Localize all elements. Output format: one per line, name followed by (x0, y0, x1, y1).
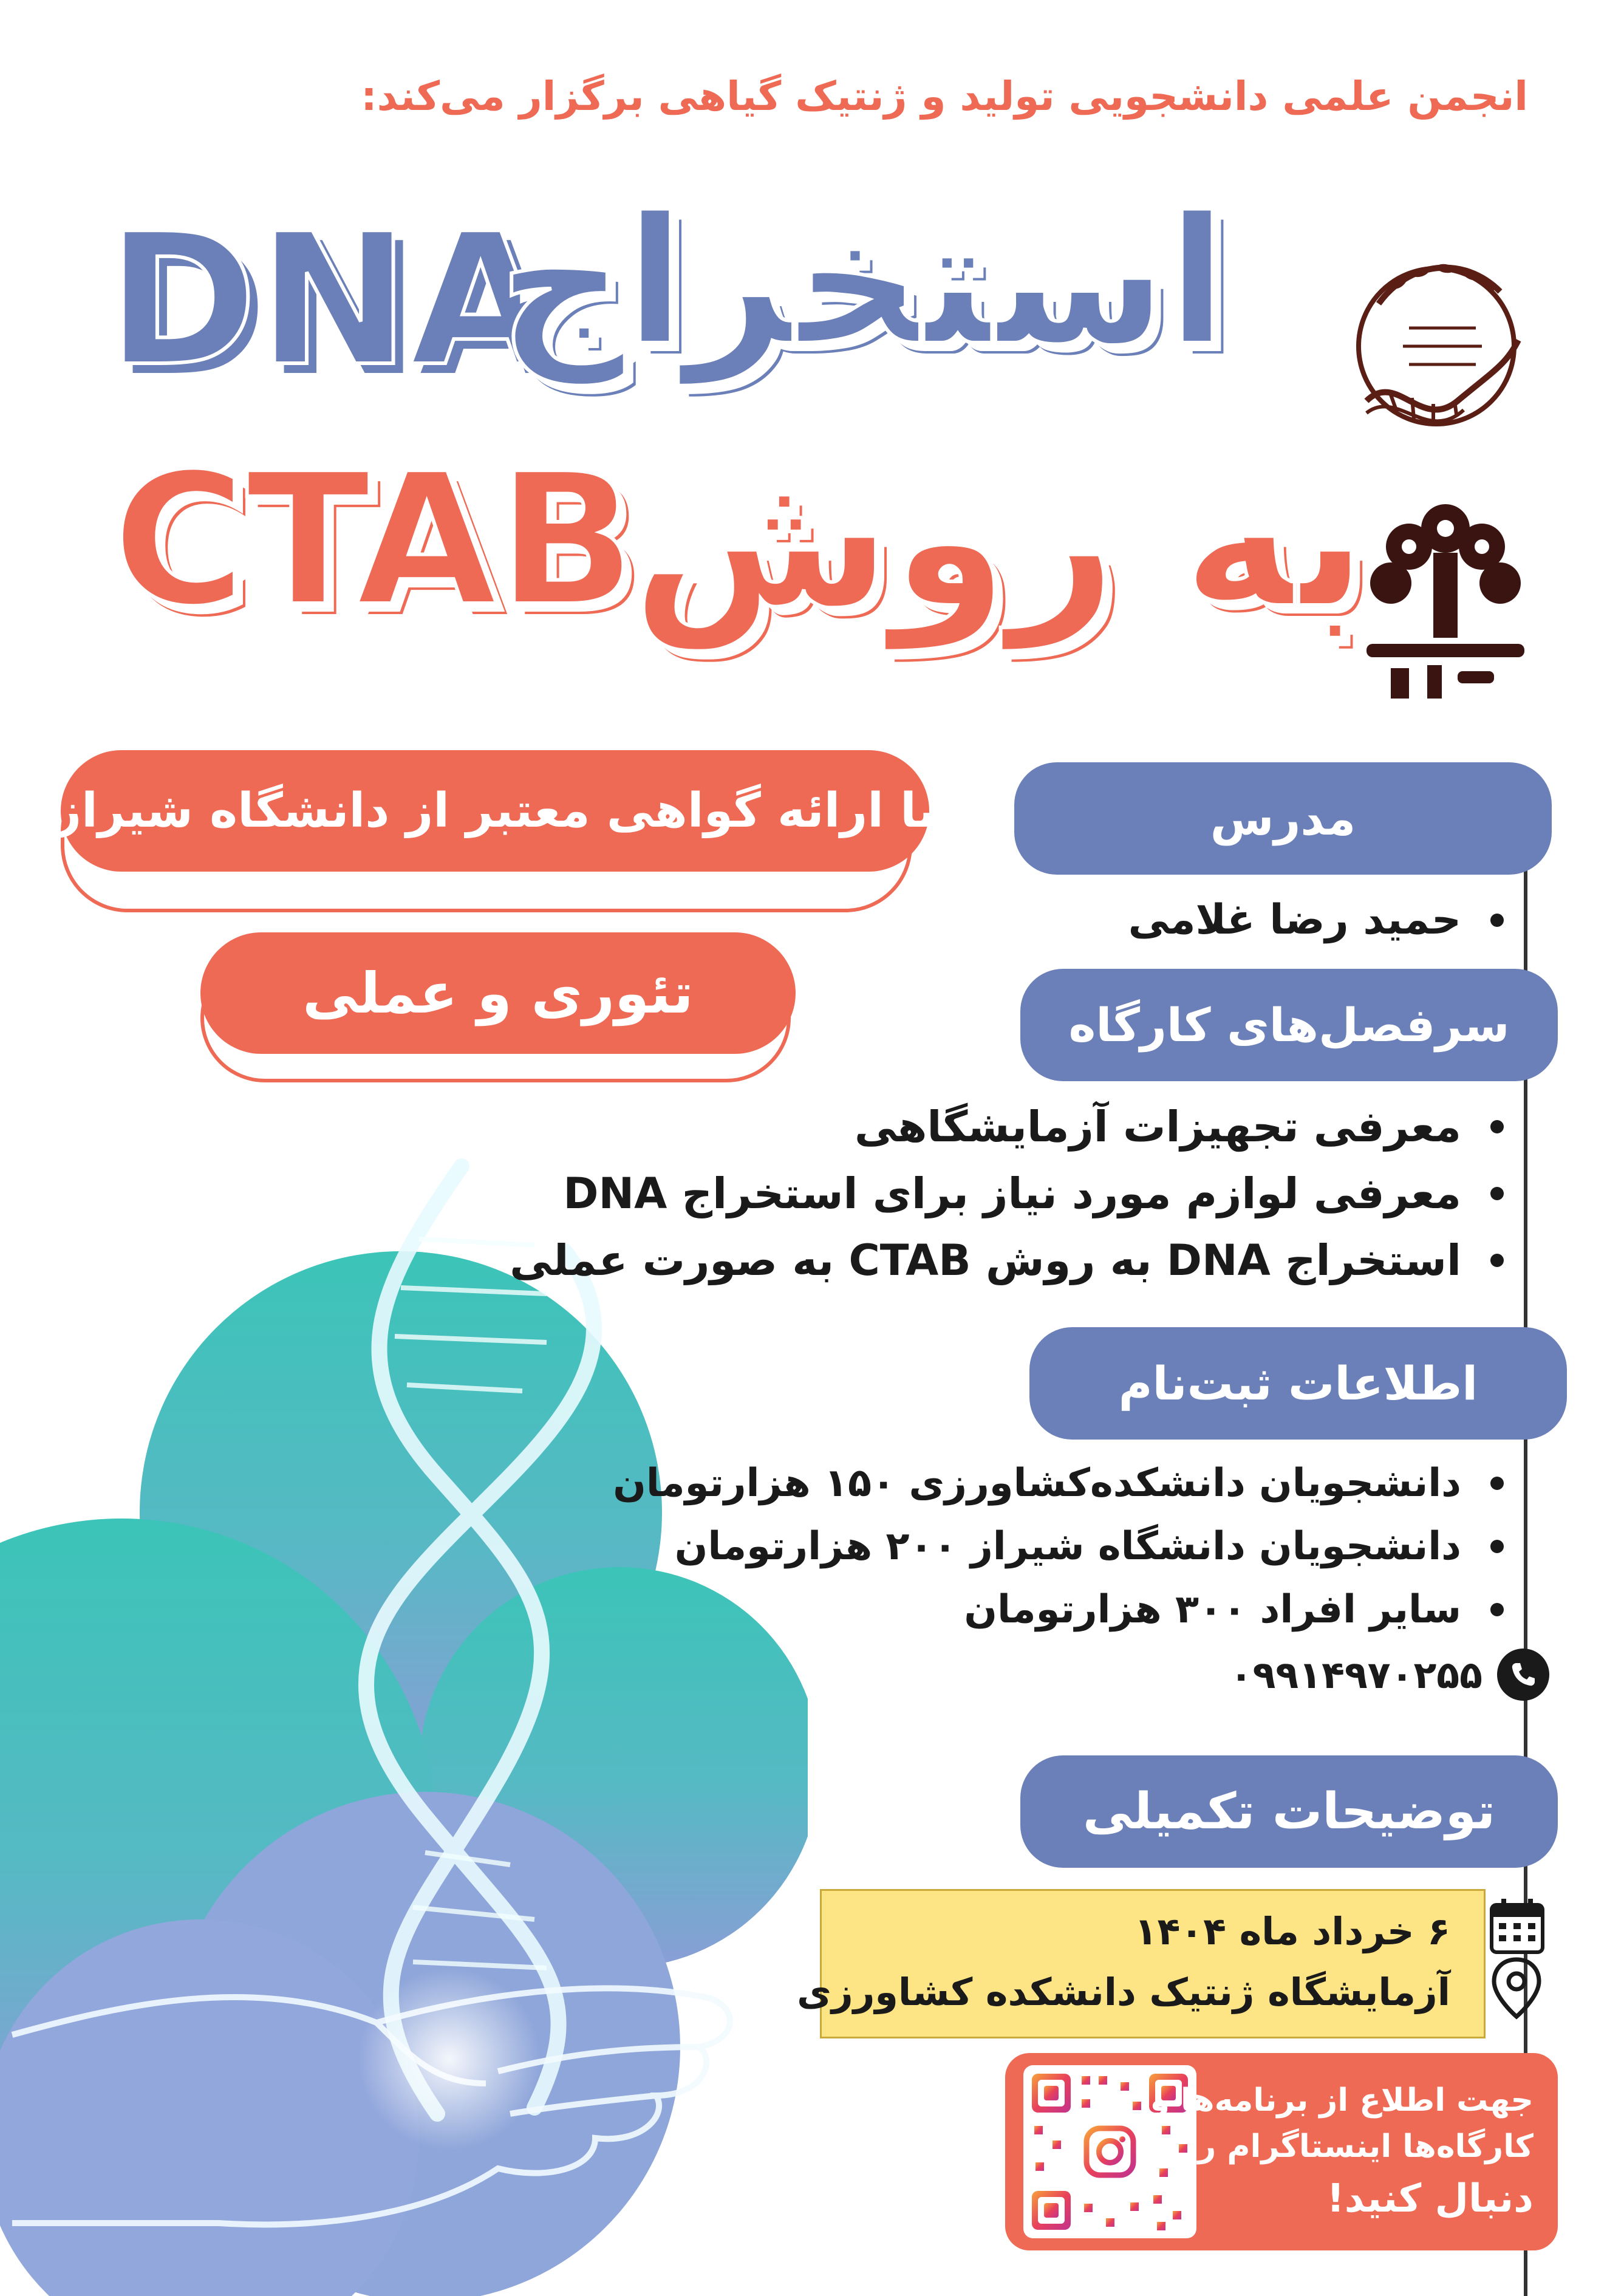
price-text: سایر افراد ۳۰۰ هزارتومان (964, 1587, 1461, 1632)
instagram-line-2: کارگاه‌ها اینستاگرام را (1187, 2128, 1534, 2165)
title-ctab: CTAB (112, 434, 636, 646)
instructor-header: مدرس (1014, 762, 1552, 875)
instagram-follow-text (1150, 2077, 1534, 2228)
theory-practice-pill: تئوری و عملی (200, 932, 796, 1054)
instagram-line-3: دنبال کنید! (1326, 2176, 1534, 2221)
calendar-icon (1487, 1895, 1547, 1956)
list-item (1128, 890, 1504, 951)
extra-info-header: توضیحات تکمیلی (1020, 1755, 1558, 1868)
instructor-name: حمید رضا غلامی (1128, 896, 1461, 944)
list-item (510, 1227, 1504, 1294)
list-item (613, 1452, 1504, 1515)
registration-header: اطلاعات ثبت‌نام (1029, 1327, 1567, 1440)
registration-list (613, 1452, 1504, 1641)
title-dna: DNA (106, 194, 551, 406)
organizer-line: انجمن علمی دانشجویی تولید و ژنتیک گیاهی برگزار می‌کند: (361, 73, 1528, 120)
location-icon (1489, 1956, 1544, 2023)
title-method: به روش (632, 431, 1368, 650)
bullet-dot (1490, 1477, 1504, 1490)
event-date: ۶ خرداد ماه ۱۴۰۴ (1134, 1909, 1450, 1953)
list-item (510, 1160, 1504, 1227)
instagram-icon (1087, 2128, 1133, 2175)
bullet-dot (1490, 914, 1504, 927)
list-item (613, 1578, 1504, 1641)
event-location: آزمایشگاه ژنتیک دانشکده کشاورزی (797, 1970, 1450, 2014)
bullet-dot (1490, 1254, 1504, 1267)
association-logo (1342, 249, 1530, 437)
instructor-list (1128, 890, 1504, 951)
topic-text: معرفی تجهیزات آزمایشگاهی (855, 1102, 1461, 1152)
certificate-pill: با ارائه گواهی معتبر از دانشگاه شیراز (61, 750, 929, 872)
details-box (797, 1889, 1486, 2038)
phone-number[interactable]: ۰۹۹۱۴۹۷۰۲۵۵ (1229, 1652, 1482, 1697)
instagram-follow-box[interactable] (1005, 2053, 1558, 2250)
title-extraction: استخراج (498, 180, 1227, 384)
bullet-dot (1490, 1540, 1504, 1553)
price-text: دانشجویان دانشکده‌کشاورزی ۱۵۰ هزارتومان (613, 1461, 1461, 1506)
dna-hand-illustration (0, 1136, 808, 2296)
bullet-dot (1490, 1603, 1504, 1616)
topic-text: استخراج DNA به روش CTAB به صورت عملی (510, 1235, 1461, 1285)
topics-header: سرفصل‌های کارگاه (1020, 969, 1558, 1081)
shiraz-university-logo (1354, 492, 1537, 711)
list-item (510, 1093, 1504, 1160)
topic-text: معرفی لوازم مورد نیاز برای استخراج DNA (563, 1169, 1461, 1218)
list-item (613, 1515, 1504, 1578)
phone-icon (1497, 1649, 1549, 1701)
topics-list (510, 1093, 1504, 1294)
bullet-dot (1490, 1187, 1504, 1200)
bullet-dot (1490, 1120, 1504, 1133)
price-text: دانشجویان دانشگاه شیراز ۲۰۰ هزارتومان (674, 1524, 1461, 1569)
phone-row[interactable] (1230, 1647, 1549, 1702)
instagram-line-1: جهت اطلاع از برنامه‌ها و (1150, 2082, 1534, 2119)
